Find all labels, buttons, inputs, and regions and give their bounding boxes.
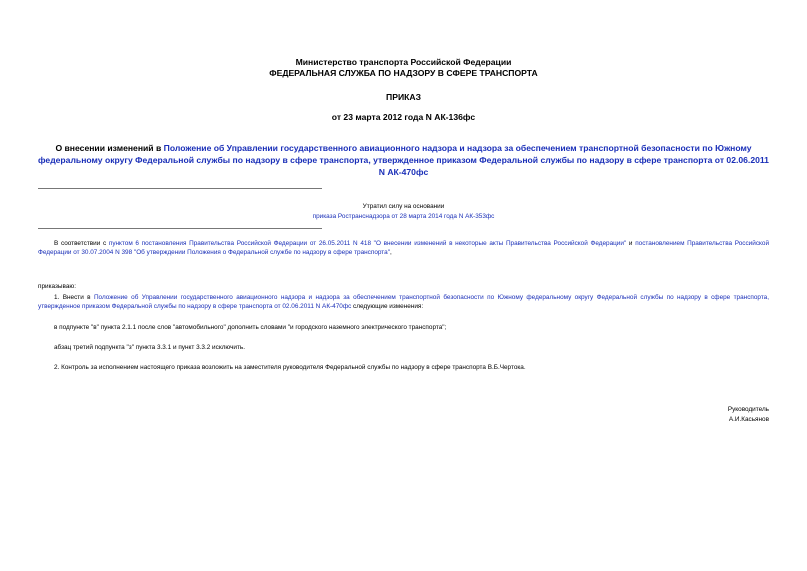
item-1-link[interactable]: Положение об Управлении государственного авиационного надзора и надзора за обеспечением транспортной безопасности по Южному федеральному округу Федеральной службы по надзору в сфере транспорта, утвержденное приказом Федеральной службы по надзору в сфере транспорта от 02.06.2011 N АК-470фс	[38, 294, 770, 311]
order-word: приказываю:	[38, 283, 76, 290]
signature-name: А.И.Касьянов	[728, 416, 769, 423]
divider-bottom	[38, 228, 322, 229]
subitem-a: в подпункте "в" пункта 2.1.1 после слов "автомобильного" дополнить словами "и городского наземного электрического транспорта";	[54, 324, 447, 331]
divider-top	[38, 188, 322, 189]
subitem-b: абзац третий подпункта "з" пункта 3.3.1 и пункт 3.3.2 исключить.	[54, 344, 246, 351]
preamble-link-1[interactable]: пунктом 6 постановления Правительства Российской Федерации от 26.05.2011 N 418 "О внесении изменений в некоторые акты Правительства Российской Федерации"	[108, 240, 627, 247]
document-type: ПРИКАЗ	[386, 92, 421, 102]
title-link[interactable]: Положение об Управлении государственного авиационного надзора и надзора за обеспечением транспортной безопасности по Южному федеральному округу Федеральной службы по надзору в сфере транспорта, утвержденное приказом Федеральной службы по надзору в сфере транспорта от 02.06.2011 N АК-470фс	[38, 143, 769, 177]
preamble-paragraph	[38, 239, 769, 258]
status-note-line2	[0, 212, 807, 221]
service-name: ФЕДЕРАЛЬНАЯ СЛУЖБА ПО НАДЗОРУ В СФЕРЕ ТРАНСПОРТА	[269, 68, 538, 78]
signature-position: Руководитель	[727, 406, 769, 413]
ministry-name: Министерство транспорта Российской Федерации	[295, 57, 512, 67]
preamble-text-3: ,	[389, 249, 392, 257]
item-2-paragraph: 2. Контроль за исполнением настоящего приказа возложить на заместителя руководителя Федеральной службы по надзору в сфере транспорта В.Б.Чертока.	[54, 364, 526, 371]
item-1-text-1: 1. Внести в	[54, 294, 94, 301]
status-note: Утратил силу на основании	[362, 203, 445, 210]
title-prefix: О внесении изменений в	[55, 143, 164, 153]
item-1-paragraph	[38, 293, 769, 312]
preamble-text-1: В соответствии с	[54, 240, 109, 247]
item-1-text-2: следующие изменения:	[351, 303, 424, 311]
preamble-text-2: и	[626, 240, 636, 247]
document-title	[38, 142, 769, 178]
document-date-number: от 23 марта 2012 года N АК-136фс	[331, 112, 476, 122]
status-link[interactable]: приказа Ространснадзора от 28 марта 2014 года N АК-353фс	[312, 213, 495, 220]
preamble-link-2[interactable]: постановлением Правительства Российской Федерации от 30.07.2004 N 398 "Об утверждении Положения о Федеральной службе по надзору в сфере транспорта"	[38, 240, 770, 257]
